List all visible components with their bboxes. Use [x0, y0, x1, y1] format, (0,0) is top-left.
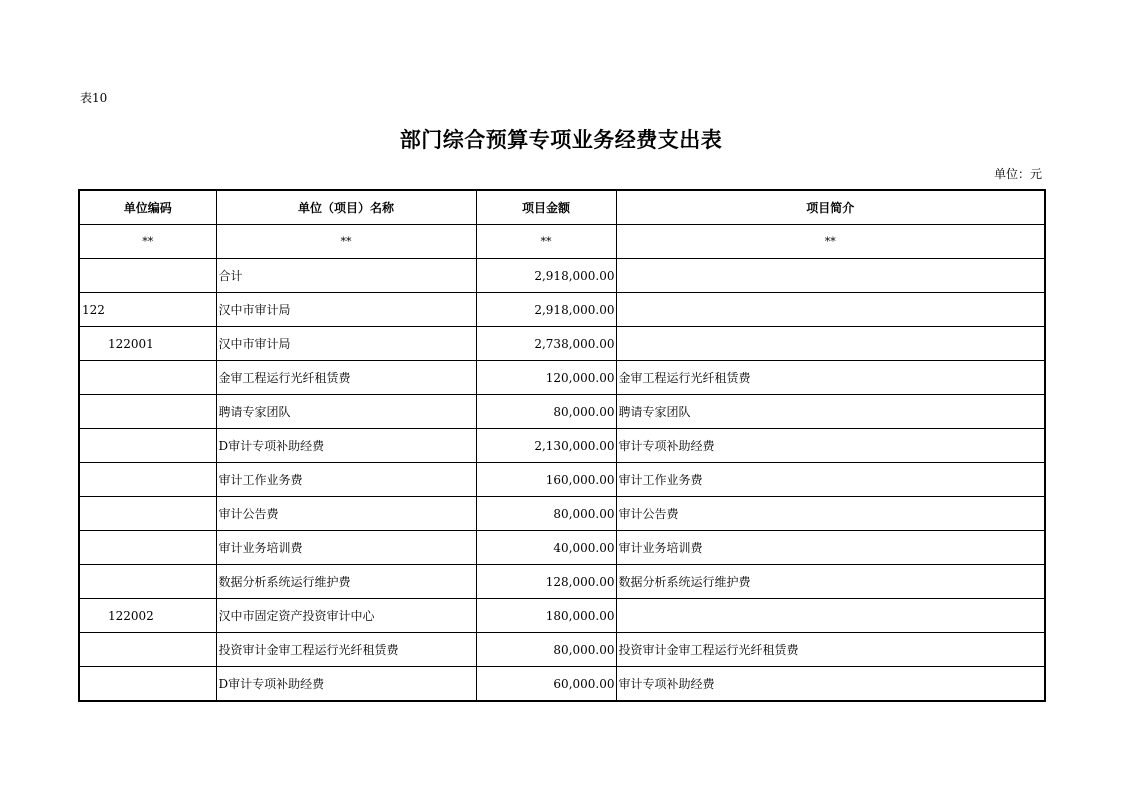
header-project-amount: 项目金额	[476, 190, 616, 225]
table-row	[79, 599, 1045, 633]
table-row	[79, 395, 1045, 429]
unit-name-cell: 审计公告费	[216, 497, 476, 531]
unit-label: 单位：元	[993, 167, 1042, 181]
unit-name-cell: 投资审计金审工程运行光纤租赁费	[216, 633, 476, 667]
amount-cell: 120,000.00	[476, 361, 616, 395]
intro-cell: 审计业务培训费	[616, 531, 1045, 565]
unit-code-cell	[79, 259, 216, 293]
page-title: 部门综合预算专项业务经费支出表	[399, 128, 723, 152]
amount-cell: 80,000.00	[476, 395, 616, 429]
unit-code-cell	[79, 565, 216, 599]
star-cell: **	[476, 225, 616, 259]
intro-cell	[616, 259, 1045, 293]
budget-table	[78, 189, 1046, 702]
table-row	[79, 497, 1045, 531]
unit-code-cell	[79, 667, 216, 702]
table-row	[79, 327, 1045, 361]
amount-cell: 2,738,000.00	[476, 327, 616, 361]
amount-cell: 40,000.00	[476, 531, 616, 565]
intro-cell: 审计专项补助经费	[616, 667, 1045, 702]
intro-cell: 金审工程运行光纤租赁费	[616, 361, 1045, 395]
amount-cell: 2,918,000.00	[476, 293, 616, 327]
intro-cell: 审计工作业务费	[616, 463, 1045, 497]
table-row	[79, 633, 1045, 667]
table-number: 表10	[80, 91, 108, 105]
unit-code-cell	[79, 395, 216, 429]
unit-code-cell	[79, 463, 216, 497]
unit-name-cell: 审计业务培训费	[216, 531, 476, 565]
unit-code-cell	[79, 361, 216, 395]
intro-cell: 聘请专家团队	[616, 395, 1045, 429]
amount-cell: 2,918,000.00	[476, 259, 616, 293]
unit-name-cell: 合计	[216, 259, 476, 293]
amount-cell: 2,130,000.00	[476, 429, 616, 463]
unit-name-cell: 汉中市固定资产投资审计中心	[216, 599, 476, 633]
unit-name-cell: 金审工程运行光纤租赁费	[216, 361, 476, 395]
unit-name-cell: 数据分析系统运行维护费	[216, 565, 476, 599]
unit-name-cell: 汉中市审计局	[216, 293, 476, 327]
star-cell: **	[216, 225, 476, 259]
table-row	[79, 259, 1045, 293]
header-project-intro: 项目简介	[616, 190, 1045, 225]
star-cell: **	[616, 225, 1045, 259]
intro-cell	[616, 327, 1045, 361]
unit-code-cell	[79, 497, 216, 531]
intro-cell: 审计专项补助经费	[616, 429, 1045, 463]
intro-cell	[616, 599, 1045, 633]
table-row	[79, 531, 1045, 565]
header-unit-code: 单位编码	[79, 190, 216, 225]
intro-cell	[616, 293, 1045, 327]
unit-code-cell: 122002	[79, 599, 216, 633]
unit-code-cell	[79, 429, 216, 463]
unit-code-cell	[79, 633, 216, 667]
unit-code-cell	[79, 531, 216, 565]
amount-cell: 80,000.00	[476, 633, 616, 667]
amount-cell: 180,000.00	[476, 599, 616, 633]
amount-cell: 160,000.00	[476, 463, 616, 497]
intro-cell: 审计公告费	[616, 497, 1045, 531]
header-unit-name: 单位（项目）名称	[216, 190, 476, 225]
unit-code-cell: 122	[79, 293, 216, 327]
intro-cell: 数据分析系统运行维护费	[616, 565, 1045, 599]
star-cell: **	[79, 225, 216, 259]
unit-name-cell: 汉中市审计局	[216, 327, 476, 361]
table-row	[79, 667, 1045, 702]
unit-name-cell: D审计专项补助经费	[216, 429, 476, 463]
intro-cell: 投资审计金审工程运行光纤租赁费	[616, 633, 1045, 667]
header-row	[79, 190, 1045, 225]
table-row	[79, 565, 1045, 599]
star-row	[79, 225, 1045, 259]
table-row	[79, 361, 1045, 395]
amount-cell: 80,000.00	[476, 497, 616, 531]
table-row	[79, 463, 1045, 497]
amount-cell: 60,000.00	[476, 667, 616, 702]
unit-name-cell: 审计工作业务费	[216, 463, 476, 497]
unit-name-cell: 聘请专家团队	[216, 395, 476, 429]
table-row	[79, 293, 1045, 327]
unit-name-cell: D审计专项补助经费	[216, 667, 476, 702]
table-row	[79, 429, 1045, 463]
unit-code-cell: 122001	[79, 327, 216, 361]
amount-cell: 128,000.00	[476, 565, 616, 599]
